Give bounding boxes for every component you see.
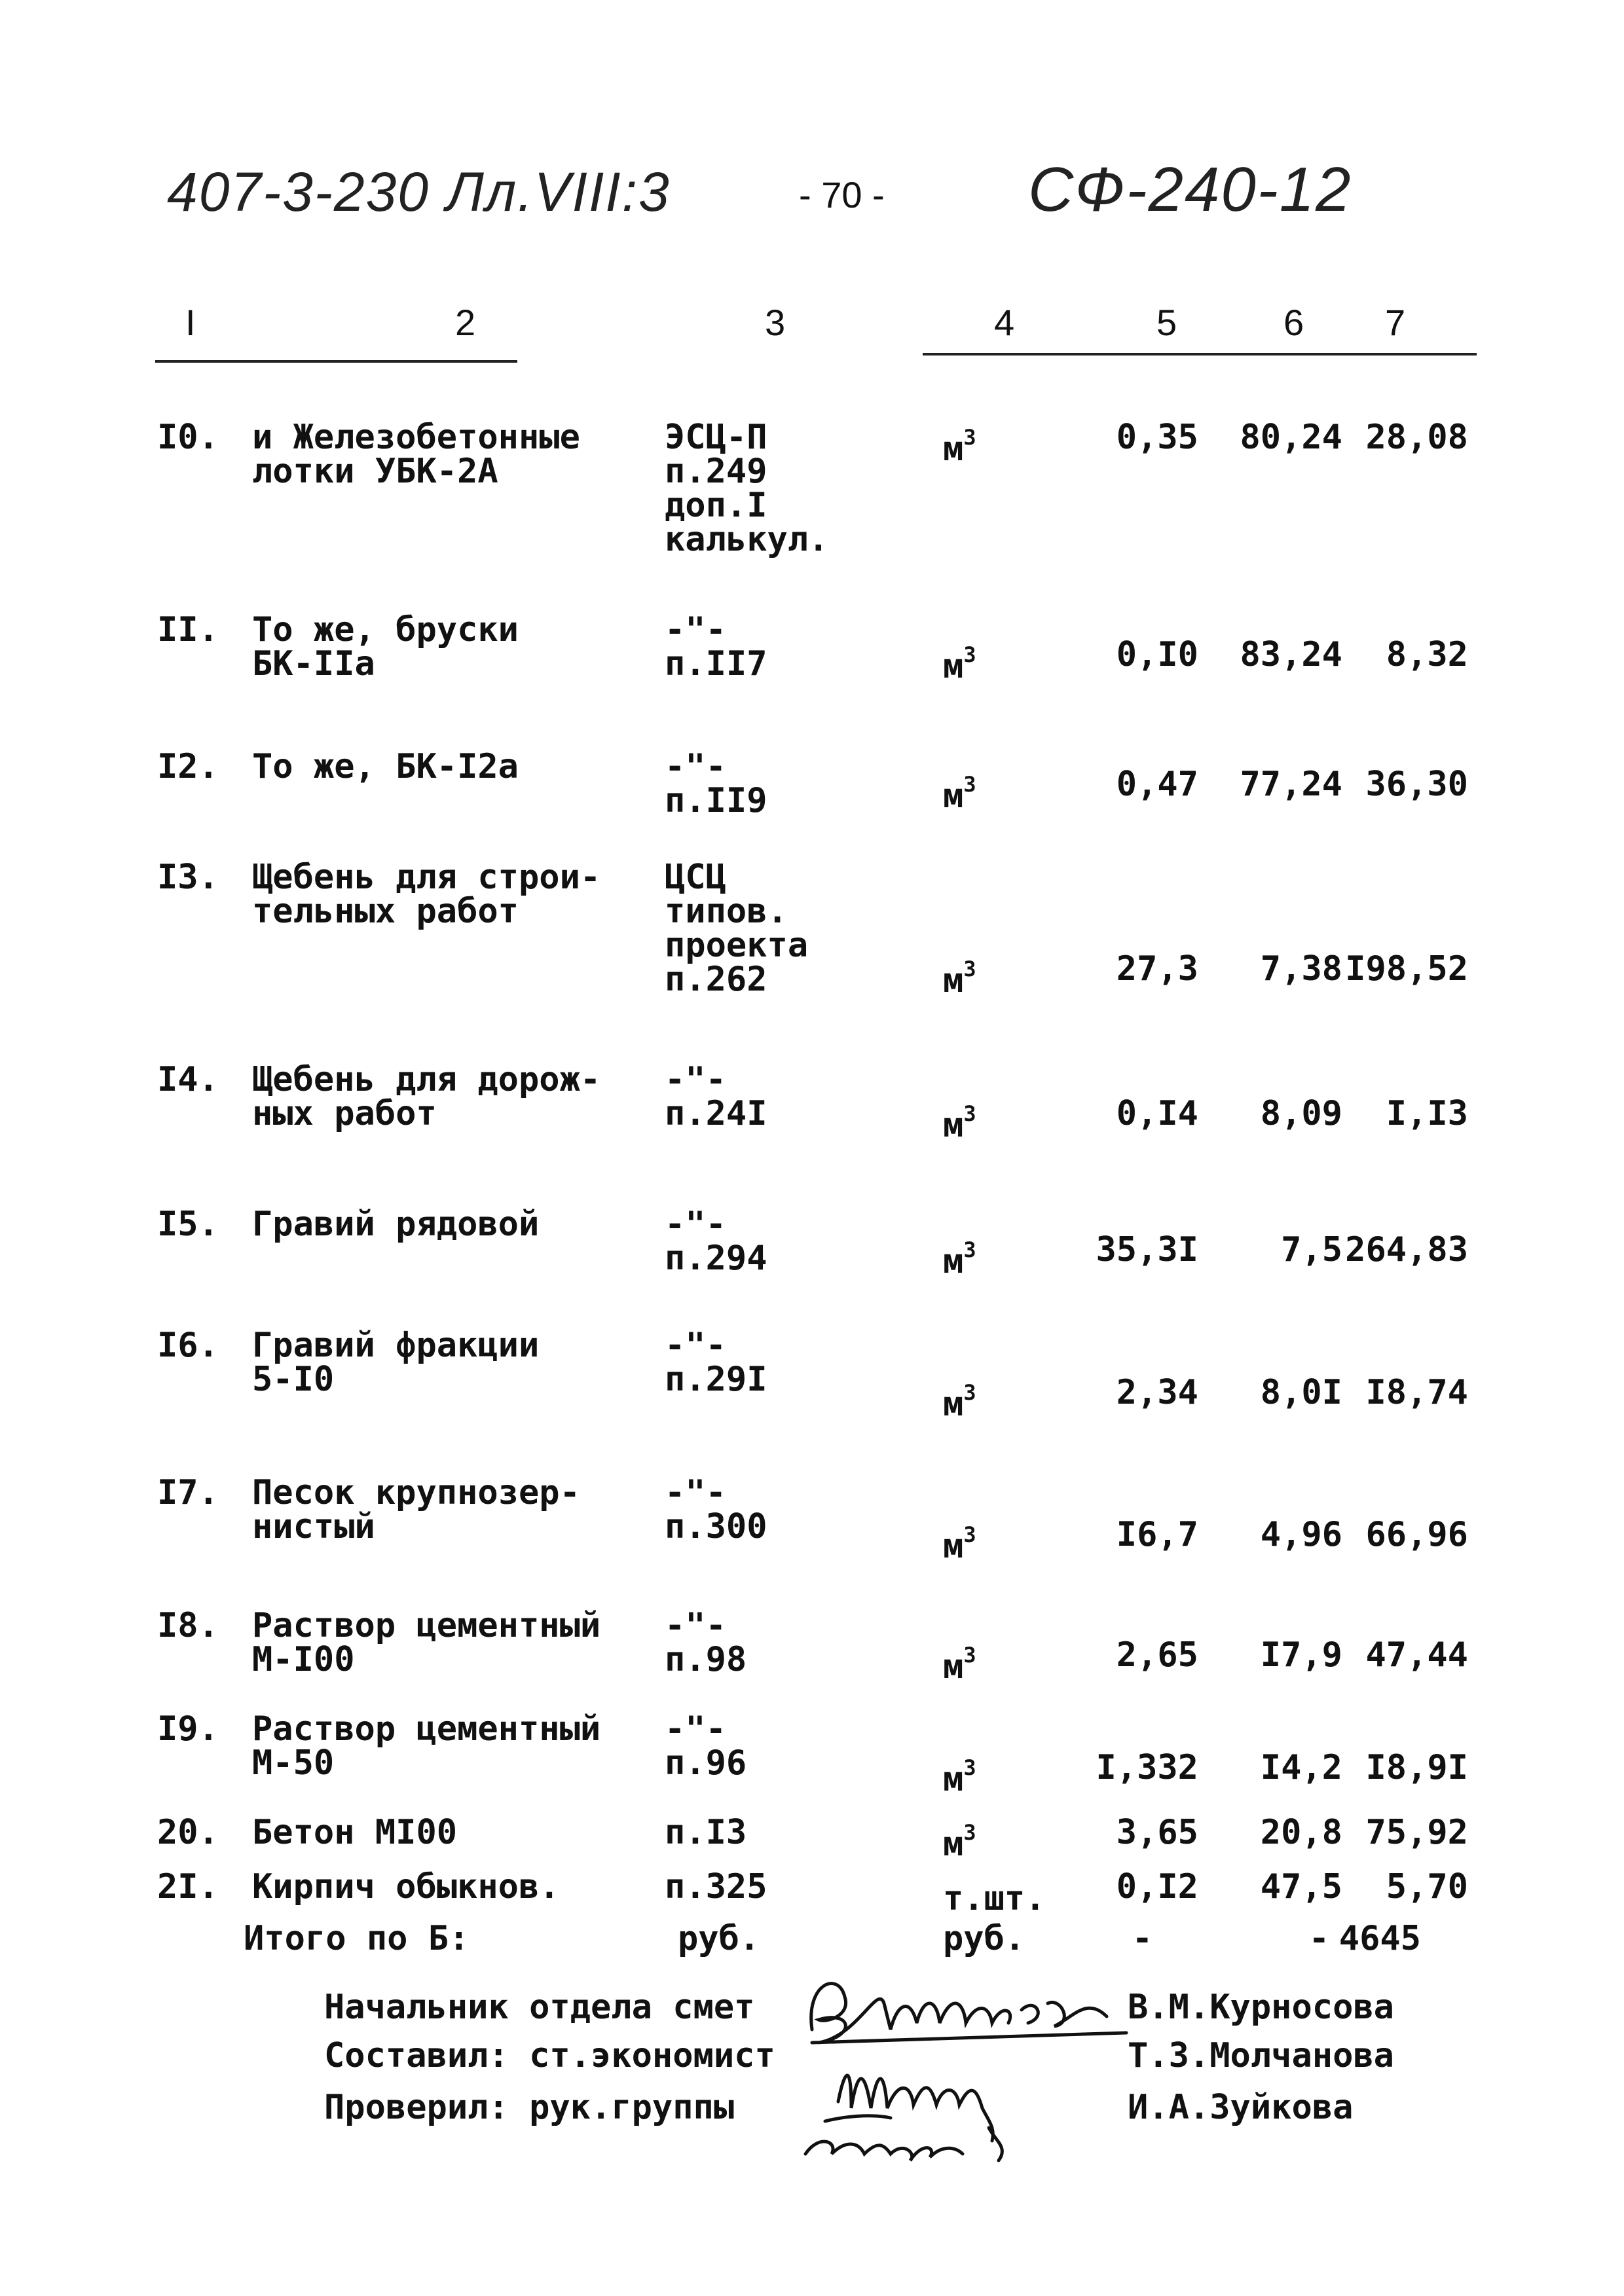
item-name: Раствор цементный М-I00 [252, 1606, 601, 1679]
signature-molchanova [825, 2075, 993, 2141]
row-number: I9. [157, 1709, 219, 1749]
price-reference: -"- п.29I [665, 1326, 767, 1399]
unit-price: 77,24 [1240, 765, 1342, 804]
column-header-6: 6 [1283, 302, 1304, 343]
total-qty: - [1132, 1919, 1153, 1958]
row-number: I0. [157, 418, 219, 457]
unit-price: 8,0I [1260, 1373, 1342, 1412]
quantity: 0,I4 [1116, 1094, 1198, 1133]
signature-name: В.М.Курносова [1128, 1988, 1394, 2027]
row-number: I7. [157, 1473, 219, 1512]
total-cost: I8,9I [1365, 1748, 1468, 1787]
header-rule-right [923, 353, 1477, 355]
unit-exponent: 3 [963, 1522, 976, 1547]
row-number: I4. [157, 1060, 219, 1099]
item-name: Щебень для дорож- ных работ [252, 1060, 601, 1133]
price-reference: -"- п.294 [665, 1205, 767, 1278]
row-number: I2. [157, 747, 219, 786]
unit-text: м [943, 776, 964, 816]
item-name: Гравий фракции 5-I0 [252, 1326, 540, 1399]
unit-price: I4,2 [1260, 1748, 1342, 1787]
unit-exponent: 3 [963, 1380, 976, 1405]
item-name: Раствор цементный М-50 [252, 1709, 601, 1783]
row-number: 20. [157, 1813, 219, 1852]
total-cost: 5,70 [1386, 1867, 1468, 1906]
handwritten-signatures [799, 1958, 1166, 2174]
unit [943, 420, 976, 469]
row-number: II. [157, 610, 219, 649]
unit [943, 1751, 976, 1799]
total-price: - [1308, 1919, 1329, 1958]
quantity: 2,65 [1116, 1635, 1198, 1675]
total-unit: руб. [943, 1919, 1025, 1958]
price-reference: -"- п.II7 [665, 610, 767, 683]
price-reference: п.325 [665, 1867, 767, 1906]
item-name: То же, БК-I2а [252, 747, 519, 786]
column-header-2: 2 [455, 302, 476, 343]
item-name: Кирпич обыкнов. [252, 1867, 560, 1906]
item-name: и Железобетонные лотки УБК-2А [252, 418, 580, 491]
unit-exponent: 3 [963, 1237, 976, 1262]
unit-text: м [943, 961, 964, 1000]
quantity: 0,47 [1116, 765, 1198, 804]
unit-text: м [943, 1242, 964, 1281]
item-name: Щебень для строи- тельных работ [252, 858, 601, 931]
column-header-1: I [185, 302, 196, 343]
unit-text: м [943, 1647, 964, 1686]
column-header-3: 3 [765, 302, 786, 343]
item-name: Гравий рядовой [252, 1205, 540, 1244]
column-header-5: 5 [1156, 302, 1177, 343]
price-reference: -"- п.24I [665, 1060, 767, 1133]
quantity: I6,7 [1116, 1515, 1198, 1554]
quantity: I,332 [1096, 1748, 1198, 1787]
row-number: I3. [157, 858, 219, 897]
unit-exponent: 3 [963, 1755, 976, 1780]
signature-zuikova [805, 2128, 1002, 2160]
unit-text: м [943, 1527, 964, 1566]
unit-price: 8,09 [1260, 1094, 1342, 1133]
price-reference: п.I3 [665, 1813, 747, 1852]
item-name: То же, бруски БК-IIа [252, 610, 519, 683]
unit-text: м [943, 429, 964, 469]
unit-text: т.шт. [943, 1879, 1046, 1918]
signature-role: Составил: ст.экономист [324, 2036, 775, 2075]
total-ref: руб. [678, 1919, 760, 1958]
unit-price: I7,9 [1260, 1635, 1342, 1675]
unit-price: 4,96 [1260, 1515, 1342, 1554]
total-cost: 47,44 [1365, 1635, 1468, 1675]
price-reference: -"- п.II9 [665, 747, 767, 820]
unit-text: м [943, 1106, 964, 1145]
quantity: 0,35 [1116, 418, 1198, 457]
price-reference: ЦСЦ типов. проекта п.262 [665, 858, 809, 999]
row-number: 2I. [157, 1867, 219, 1906]
sheet-code: СФ-240-12 [1028, 155, 1352, 225]
column-header-7: 7 [1385, 302, 1406, 343]
unit [943, 1638, 976, 1684]
total-cost: 36,30 [1365, 765, 1468, 804]
total-label: Итого по Б: [244, 1919, 470, 1958]
unit-exponent: 3 [963, 1643, 976, 1667]
unit [943, 1233, 976, 1279]
signature-name: И.А.Зуйкова [1128, 2088, 1354, 2127]
unit-price: 47,5 [1260, 1867, 1342, 1906]
unit [943, 1518, 976, 1566]
total-cost: 75,92 [1365, 1813, 1468, 1852]
unit [943, 1097, 976, 1145]
total-cost: I8,74 [1365, 1373, 1468, 1412]
quantity: 0,I0 [1116, 635, 1198, 674]
total-cost: I,I3 [1386, 1094, 1468, 1133]
signature-role: Начальник отдела смет [324, 1988, 755, 2027]
signature-name: Т.З.Молчанова [1128, 2036, 1394, 2075]
row-number: I6. [157, 1326, 219, 1365]
total-cost: 66,96 [1365, 1515, 1468, 1554]
row-number: I5. [157, 1205, 219, 1244]
doc-code: 407-3-230 Лл.VIII:3 [167, 161, 671, 223]
unit-exponent: 3 [963, 957, 976, 981]
quantity: 27,3 [1116, 949, 1198, 989]
column-header-4: 4 [994, 302, 1015, 343]
price-reference: -"- п.300 [665, 1473, 767, 1546]
unit-text: м [943, 1385, 964, 1424]
unit [943, 952, 976, 998]
unit [943, 638, 976, 686]
quantity: 2,34 [1116, 1373, 1198, 1412]
price-reference: -"- п.96 [665, 1709, 747, 1783]
unit-price: 80,24 [1240, 418, 1342, 457]
unit-price: 20,8 [1260, 1813, 1342, 1852]
item-name: Бетон МI00 [252, 1813, 458, 1852]
quantity: 35,3I [1096, 1230, 1198, 1269]
row-number: I8. [157, 1606, 219, 1645]
quantity: 0,I2 [1116, 1867, 1198, 1906]
signature-role: Проверил: рук.группы [324, 2088, 735, 2127]
signature-kurnosova [811, 1984, 1126, 2043]
unit-price: 7,5 [1281, 1230, 1342, 1269]
header-rule-left [155, 360, 517, 363]
unit-exponent: 3 [963, 1820, 976, 1845]
unit [943, 767, 976, 816]
unit-exponent: 3 [963, 1101, 976, 1126]
unit-text: м [943, 1825, 964, 1864]
price-reference: -"- п.98 [665, 1606, 747, 1679]
price-reference: ЭСЦ-П п.249 доп.I калькул. [665, 418, 829, 559]
total-sum: 4645 [1338, 1919, 1421, 1958]
total-cost: 28,08 [1365, 418, 1468, 457]
unit-price: 83,24 [1240, 635, 1342, 674]
page-number: - 70 - [799, 174, 885, 215]
total-cost: 8,32 [1386, 635, 1468, 674]
quantity: 3,65 [1116, 1813, 1198, 1852]
item-name: Песок крупнозер- нистый [252, 1473, 580, 1546]
total-cost: 264,83 [1345, 1230, 1468, 1269]
unit-exponent: 3 [963, 772, 976, 797]
unit-exponent: 3 [963, 642, 976, 667]
unit [943, 1376, 976, 1424]
unit-text: м [943, 647, 964, 686]
unit-price: 7,38 [1260, 949, 1342, 989]
total-cost: I98,52 [1345, 949, 1468, 989]
unit-text: м [943, 1760, 964, 1799]
unit-exponent: 3 [963, 425, 976, 450]
unit [943, 1870, 1046, 1916]
unit [943, 1815, 976, 1864]
